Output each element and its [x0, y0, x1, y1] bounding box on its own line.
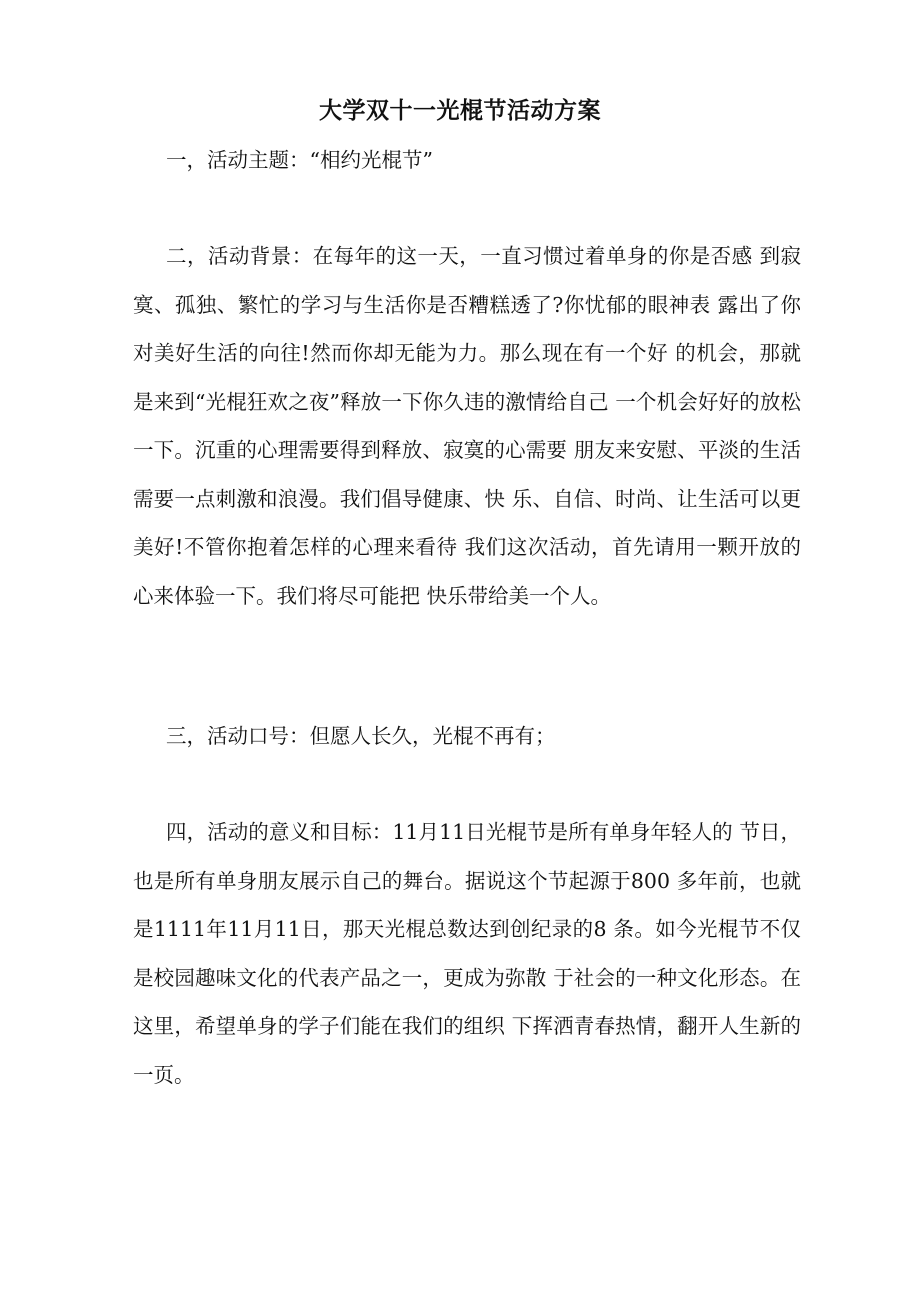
document-title: 大学双十一光棍节活动方案 [319, 97, 601, 124]
section-theme: 一，活动主题：“相约光棍节” [166, 148, 433, 172]
section-background: 二，活动背景：在每年的这一天，一直习惯过着单身的你是否感 到寂寞、孤独、繁忙的学习与生活你是否糟糕透了?你忧郁的眼神表 露出了你对美好生活的向往!然而你却无能为力。那么现在有一个好 的机会，那就是来到“光棍狂欢之夜”释放一下你久违的激情给自己 一个机会好好的放松一下。沉重的心理需要得到释放、寂寞的心需要 朋友来安慰、平淡的生活需要一点刺激和浪漫。我们倡导健康、快 乐、自信、时尚、让生活可以更美好!不管你抱着怎样的心理来看待 我们这次活动，首先请用一颗开放的心来体验一下。我们将尽可能把 快乐带给美一个人。 [133, 244, 801, 608]
section-slogan: 三，活动口号：但愿人长久，光棍不再有； [166, 724, 556, 748]
section-meaning: 四，活动的意义和目标：11月11日光棍节是所有单身年轻人的 节日，也是所有单身朋友展示自己的舞台。据说这个节起源于800 多年前，也就是1111年11月11日，那天光棍总数达到创纪录的8 条。如今光棍节不仅是校园趣味文化的代表产品之一，更成为弥散 于社会的一种文化形态。在这里，希望单身的学子们能在我们的组织 下挥洒青春热情，翻开人生新的一页。 [133, 820, 801, 1087]
